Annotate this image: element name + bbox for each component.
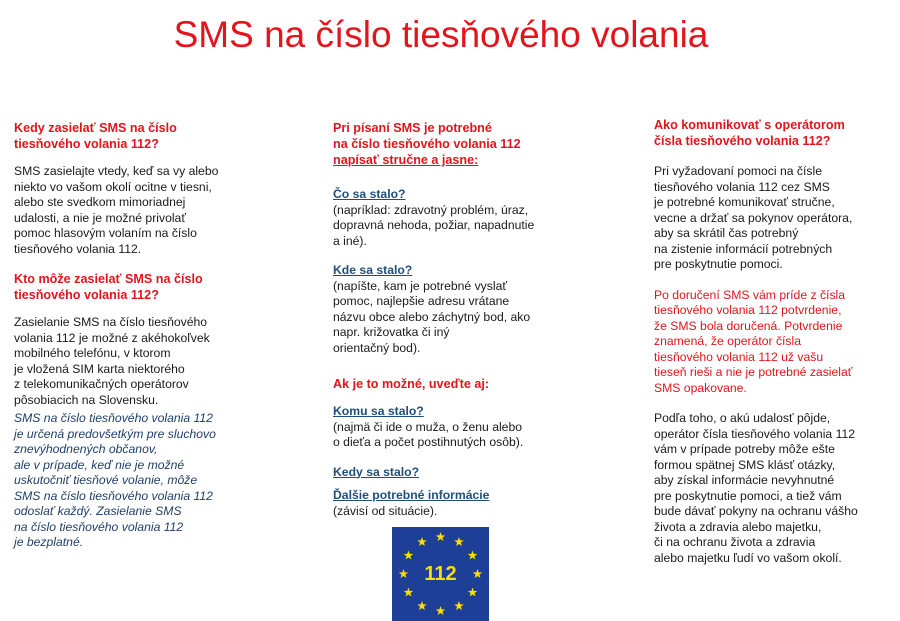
- item-when-happened: [333, 465, 573, 481]
- text-delivery-confirmation: Po doručení SMS vám príde z čísla tiesňového volania 112 potvrdenie, že SMS bola doručená. Potvrdenie znamená, že operátor čísla tiesňového volania 112 už vašu tieseň rieši a nie je potrebné zasielať SMS opakovane.: [654, 287, 853, 395]
- column-communication: [654, 117, 889, 566]
- eu-star-icon: [454, 537, 464, 546]
- text-operator-questions: Podľa toho, o akú udalosť pôjde, operátor čísla tiesňového volania 112 vám v prípade potreby môže ešte formou spätnej SMS klásť otázky, aby získal informácie nevyhnutné pre poskytnutie pomoci, a tiež vám bude dávať pokyny na ochranu vášho života a zdravia alebo majetku, či na ochranu života a zdravia alebo majetku ľudí vo vašom okolí.: [654, 411, 858, 565]
- eu-112-emblem: [392, 527, 489, 621]
- text-requesting-help: Pri vyžadovaní pomoci na čísle tiesňového volania 112 cez SMS je potrebné komunikovať stručne, vecne a držať sa pokynov operátora, aby sa skrátil čas potrebný na zistenie informácií potrebných pre poskytnutie pomoci.: [654, 164, 853, 271]
- text-free-of-charge: SMS na číslo tiesňového volania 112 je určená predovšetkým pre sluchovo znevýhodnených občanov, ale v prípade, keď nie je možné uskutočniť tiesňové volanie, môže SMS na číslo tiesňového volania 112 odoslať každý. Zasielanie SMS na číslo tiesňového volania 112 je bezplatné.: [14, 411, 216, 549]
- column-what-to-write: [333, 120, 573, 519]
- item-who-affected: Komu sa stalo? (najmä či ide o muža, o ženu alebo o dieťa a počet postihnutých osôb).: [333, 404, 573, 451]
- item-more-info: Ďalšie potrebné informácie (závisí od situácie).: [333, 488, 573, 519]
- page-title: SMS na číslo tiesňového volania: [173, 14, 709, 55]
- label-what-happened: Čo sa stalo?: [333, 187, 406, 201]
- label-who-affected: Komu sa stalo?: [333, 404, 424, 418]
- eu-star-icon: [436, 606, 446, 615]
- eu-star-icon: [468, 588, 478, 597]
- heading-also-state: Ak je to možné, uveďte aj:: [333, 377, 490, 391]
- heading-writing-sms: Pri písaní SMS je potrebné na číslo tiesňového volania 112 napísať stručne a jasne:: [333, 121, 521, 167]
- eu-star-icon: [417, 537, 427, 546]
- label-when-happened: Kedy sa stalo?: [333, 464, 420, 479]
- eu-star-icon: [454, 601, 464, 610]
- eu-stars-icon: [392, 527, 489, 621]
- item-where-happened: Kde sa stalo? (napíšte, kam je potrebné vyslať pomoc, najlepšie adresu vrátane názvu obce alebo záchytný bod, ako napr. križovatka či iný orientačný bod).: [333, 263, 573, 356]
- heading-communicate-operator: Ako komunikovať s operátorom čísla tiesňového volania 112?: [654, 118, 845, 148]
- eu-star-icon: [436, 532, 446, 541]
- column-when-who: [14, 120, 264, 551]
- eu-star-icon: [404, 551, 414, 560]
- text-when-send: SMS zasielajte vtedy, keď sa vy alebo niekto vo vašom okolí ocitne v tiesni, alebo ste svedkom mimoriadnej udalosti, a nie je možné privolať pomoc hlasovým volaním na číslo tiesňového volania 112.: [14, 164, 219, 256]
- eu-star-icon: [404, 588, 414, 597]
- label-where-happened: Kde sa stalo?: [333, 263, 413, 277]
- eu-star-icon: [417, 601, 427, 610]
- emblem-number: 112: [424, 563, 457, 585]
- text-who-can-send: Zasielanie SMS na číslo tiesňového volania 112 je možné z akéhokoľvek mobilného telefónu, v ktorom je vložená SIM karta niektorého z telekomunikačných operátorov pôsobiacich na Slovensku.: [14, 315, 210, 407]
- item-what-happened: Čo sa stalo? (napríklad: zdravotný problém, úraz, dopravná nehoda, požiar, napadnutie a iné).: [333, 187, 573, 249]
- eu-star-icon: [399, 569, 409, 578]
- heading-when-send: Kedy zasielať SMS na číslo tiesňového volania 112?: [14, 121, 177, 151]
- eu-star-icon: [468, 551, 478, 560]
- eu-star-icon: [473, 569, 483, 578]
- label-more-info: Ďalšie potrebné informácie: [333, 488, 490, 502]
- heading-who-can-send: Kto môže zasielať SMS na číslo tiesňového volania 112?: [14, 272, 203, 302]
